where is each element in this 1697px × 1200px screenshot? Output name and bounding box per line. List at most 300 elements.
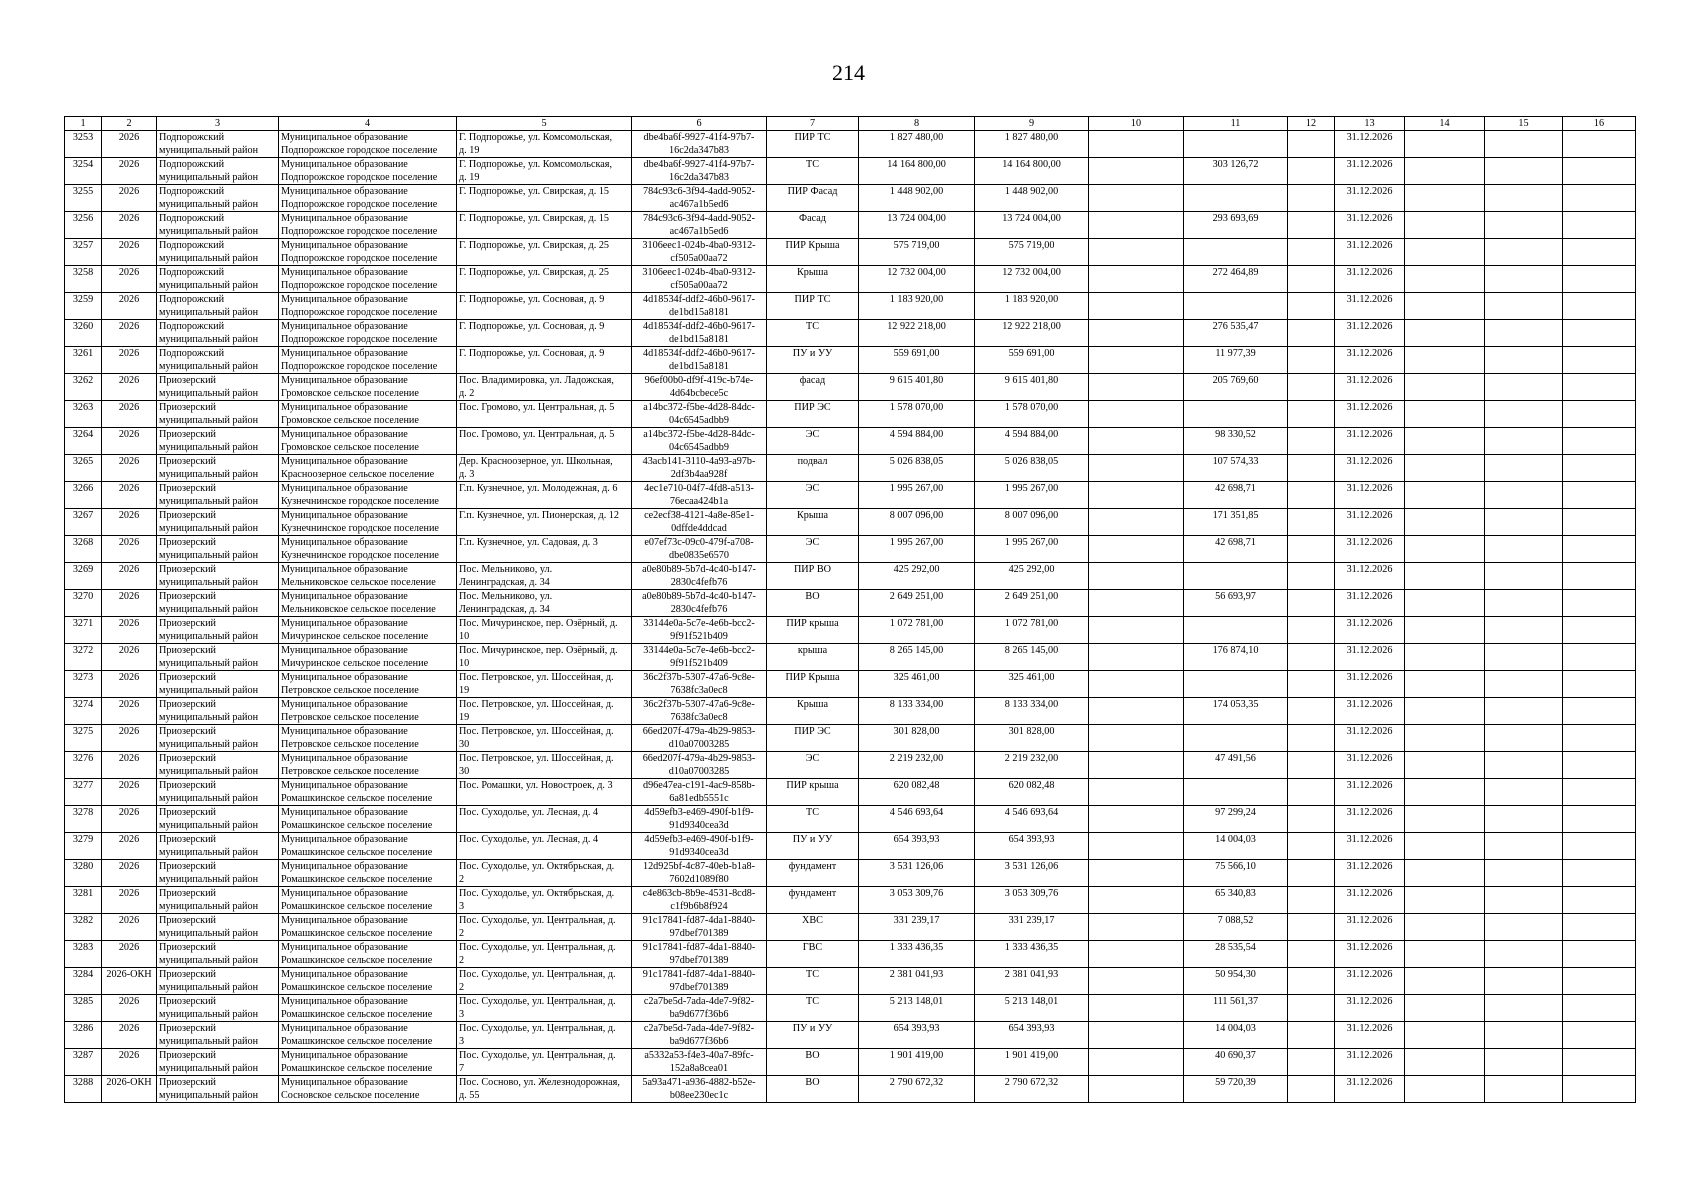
row-number-cell: 3257	[65, 239, 102, 266]
district-cell	[157, 158, 279, 185]
municipality-cell-line: Муниципальное образование	[281, 483, 408, 494]
address-cell-line: д. 3	[459, 469, 475, 480]
address-cell	[457, 995, 632, 1022]
deadline-cell: 31.12.2026	[1335, 131, 1405, 158]
district-cell-line: муниципальный район	[159, 523, 259, 534]
year-cell: 2026	[102, 860, 157, 887]
municipality-cell	[279, 833, 457, 860]
municipality-cell-line: Муниципальное образование	[281, 375, 408, 386]
table-row	[65, 752, 1636, 779]
table-row	[65, 725, 1636, 752]
address-cell	[457, 1049, 632, 1076]
house-guid-cell-line: ba9d677f36b6	[669, 1036, 729, 1047]
col10-cell	[1089, 860, 1184, 887]
col14-cell	[1405, 320, 1485, 347]
col15-cell	[1485, 536, 1563, 563]
table-row	[65, 887, 1636, 914]
col14-cell	[1405, 509, 1485, 536]
col10-cell	[1089, 968, 1184, 995]
col15-cell	[1485, 482, 1563, 509]
deadline-cell: 31.12.2026	[1335, 779, 1405, 806]
col11-cell: 50 954,30	[1184, 968, 1288, 995]
deadline-cell: 31.12.2026	[1335, 833, 1405, 860]
col10-cell	[1089, 995, 1184, 1022]
municipality-cell	[279, 1049, 457, 1076]
address-cell	[457, 590, 632, 617]
house-guid-cell	[632, 887, 767, 914]
cost-fund-cell: 1 901 419,00	[975, 1049, 1089, 1076]
address-cell-line: Пос. Петровское, ул. Шоссейная, д.	[459, 726, 614, 737]
municipality-cell	[279, 185, 457, 212]
address-cell-line: Пос. Суходолье, ул. Центральная, д.	[459, 969, 616, 980]
house-guid-cell-line: dbe0835e6570	[669, 550, 729, 561]
table-row	[65, 1049, 1636, 1076]
col15-cell	[1485, 320, 1563, 347]
district-cell-line: муниципальный район	[159, 226, 259, 237]
row-number-cell: 3270	[65, 590, 102, 617]
col16-cell	[1563, 401, 1636, 428]
col15-cell	[1485, 293, 1563, 320]
district-cell	[157, 266, 279, 293]
municipality-cell-line: Мичуринское сельское поселение	[281, 631, 429, 642]
house-guid-cell-line: 12d925bf-4c87-40eb-b1a8-	[642, 861, 756, 872]
house-guid-cell-line: c4e863cb-8b9e-4531-8cd8-	[642, 888, 756, 899]
col15-cell	[1485, 158, 1563, 185]
year-cell: 2026	[102, 185, 157, 212]
col12-cell	[1288, 293, 1335, 320]
year-cell: 2026	[102, 320, 157, 347]
col11-cell: 111 561,37	[1184, 995, 1288, 1022]
municipality-cell-line: Муниципальное образование	[281, 321, 408, 332]
col15-cell	[1485, 860, 1563, 887]
municipality-cell-line: Муниципальное образование	[281, 186, 408, 197]
year-cell: 2026	[102, 1049, 157, 1076]
col11-cell	[1184, 401, 1288, 428]
house-guid-cell-line: 91c17841-fd87-4da1-8840-	[642, 942, 756, 953]
col12-cell	[1288, 779, 1335, 806]
district-cell	[157, 401, 279, 428]
col11-cell: 59 720,39	[1184, 1076, 1288, 1103]
work-type-cell: ХВС	[767, 914, 859, 941]
col12-cell	[1288, 374, 1335, 401]
address-cell	[457, 887, 632, 914]
year-cell: 2026	[102, 455, 157, 482]
cost-fund-cell: 13 724 004,00	[975, 212, 1089, 239]
municipality-cell-line: Муниципальное образование	[281, 1050, 408, 1061]
table-row	[65, 914, 1636, 941]
col12-cell	[1288, 536, 1335, 563]
col16-cell	[1563, 212, 1636, 239]
year-cell: 2026	[102, 131, 157, 158]
municipality-cell	[279, 401, 457, 428]
year-cell: 2026	[102, 293, 157, 320]
house-guid-cell	[632, 590, 767, 617]
deadline-cell: 31.12.2026	[1335, 482, 1405, 509]
address-cell-line: Пос. Суходолье, ул. Октябрьская, д.	[459, 861, 615, 872]
address-cell	[457, 401, 632, 428]
address-cell	[457, 752, 632, 779]
col11-cell: 7 088,52	[1184, 914, 1288, 941]
col12-cell	[1288, 968, 1335, 995]
work-type-cell: ТС	[767, 995, 859, 1022]
house-guid-cell	[632, 509, 767, 536]
address-cell-line: Г. Подпорожье, ул. Комсомольская,	[459, 132, 613, 143]
municipality-cell	[279, 509, 457, 536]
municipality-cell	[279, 617, 457, 644]
house-guid-cell-line: 9f91f521b409	[670, 631, 728, 642]
address-cell	[457, 563, 632, 590]
col11-cell: 11 977,39	[1184, 347, 1288, 374]
cost-total-cell: 2 219 232,00	[859, 752, 975, 779]
column-header: 5	[457, 117, 632, 131]
district-cell	[157, 1049, 279, 1076]
work-type-cell: крыша	[767, 644, 859, 671]
table-row	[65, 401, 1636, 428]
table-row	[65, 455, 1636, 482]
district-cell	[157, 698, 279, 725]
col10-cell	[1089, 185, 1184, 212]
col10-cell	[1089, 1049, 1184, 1076]
deadline-cell: 31.12.2026	[1335, 185, 1405, 212]
work-type-cell: ТС	[767, 158, 859, 185]
cost-total-cell: 9 615 401,80	[859, 374, 975, 401]
district-cell-line: муниципальный район	[159, 550, 259, 561]
work-type-cell: ЭС	[767, 428, 859, 455]
address-cell	[457, 779, 632, 806]
district-cell-line: муниципальный район	[159, 766, 259, 777]
municipality-cell-line: Муниципальное образование	[281, 510, 408, 521]
municipality-cell	[279, 752, 457, 779]
municipality-cell-line: Муниципальное образование	[281, 780, 408, 791]
col15-cell	[1485, 725, 1563, 752]
work-type-cell: ПИР крыша	[767, 779, 859, 806]
district-cell-line: муниципальный район	[159, 577, 259, 588]
col10-cell	[1089, 644, 1184, 671]
col15-cell	[1485, 671, 1563, 698]
year-cell: 2026	[102, 698, 157, 725]
col14-cell	[1405, 590, 1485, 617]
municipality-cell-line: Муниципальное образование	[281, 915, 408, 926]
year-cell: 2026	[102, 482, 157, 509]
municipality-cell-line: Муниципальное образование	[281, 267, 408, 278]
address-cell	[457, 617, 632, 644]
address-cell-line: 19	[459, 712, 470, 723]
house-guid-cell-line: 33144e0a-5c7e-4e6b-bcc2-	[643, 645, 755, 656]
house-guid-cell	[632, 671, 767, 698]
col15-cell	[1485, 185, 1563, 212]
col12-cell	[1288, 455, 1335, 482]
municipality-cell-line: Муниципальное образование	[281, 969, 408, 980]
district-cell-line: Приозерский	[159, 888, 217, 899]
municipality-cell-line: Муниципальное образование	[281, 645, 408, 656]
municipality-cell-line: Подпорожское городское поселение	[281, 361, 438, 372]
municipality-cell	[279, 941, 457, 968]
col15-cell	[1485, 1049, 1563, 1076]
year-cell: 2026	[102, 752, 157, 779]
house-guid-cell	[632, 212, 767, 239]
work-type-cell: ПИР крыша	[767, 617, 859, 644]
row-number-cell: 3281	[65, 887, 102, 914]
municipality-cell-line: Красноозерное сельское поселение	[281, 469, 435, 480]
col16-cell	[1563, 671, 1636, 698]
col12-cell	[1288, 1022, 1335, 1049]
col12-cell	[1288, 806, 1335, 833]
deadline-cell: 31.12.2026	[1335, 698, 1405, 725]
municipality-cell-line: Ромашкинское сельское поселение	[281, 955, 433, 966]
column-header: 8	[859, 117, 975, 131]
col14-cell	[1405, 374, 1485, 401]
district-cell-line: муниципальный район	[159, 496, 259, 507]
address-cell-line: 3	[459, 1009, 465, 1020]
address-cell	[457, 671, 632, 698]
house-guid-cell	[632, 239, 767, 266]
municipality-cell	[279, 590, 457, 617]
row-number-cell: 3254	[65, 158, 102, 185]
row-number-cell: 3279	[65, 833, 102, 860]
municipality-cell-line: Муниципальное образование	[281, 699, 408, 710]
row-number-cell: 3261	[65, 347, 102, 374]
district-cell-line: муниципальный район	[159, 928, 259, 939]
district-cell	[157, 860, 279, 887]
work-type-cell: Крыша	[767, 266, 859, 293]
district-cell-line: Приозерский	[159, 618, 217, 629]
col11-cell: 107 574,33	[1184, 455, 1288, 482]
cost-total-cell: 654 393,93	[859, 833, 975, 860]
col14-cell	[1405, 185, 1485, 212]
col15-cell	[1485, 401, 1563, 428]
column-header: 4	[279, 117, 457, 131]
cost-fund-cell: 1 072 781,00	[975, 617, 1089, 644]
municipality-cell	[279, 860, 457, 887]
row-number-cell: 3266	[65, 482, 102, 509]
district-cell	[157, 941, 279, 968]
year-cell: 2026	[102, 401, 157, 428]
row-number-cell: 3277	[65, 779, 102, 806]
district-cell	[157, 563, 279, 590]
cost-total-cell: 325 461,00	[859, 671, 975, 698]
address-cell-line: Г.п. Кузнечное, ул. Садовая, д. 3	[459, 537, 598, 548]
cost-total-cell: 5 213 148,01	[859, 995, 975, 1022]
deadline-cell: 31.12.2026	[1335, 1049, 1405, 1076]
table-row	[65, 671, 1636, 698]
cost-total-cell: 8 133 334,00	[859, 698, 975, 725]
col10-cell	[1089, 563, 1184, 590]
col12-cell	[1288, 266, 1335, 293]
col12-cell	[1288, 482, 1335, 509]
municipality-cell-line: Муниципальное образование	[281, 159, 408, 170]
address-cell-line: Пос. Суходолье, ул. Центральная, д.	[459, 915, 616, 926]
deadline-cell: 31.12.2026	[1335, 374, 1405, 401]
address-cell	[457, 482, 632, 509]
col14-cell	[1405, 131, 1485, 158]
col16-cell	[1563, 941, 1636, 968]
work-type-cell: ПИР ВО	[767, 563, 859, 590]
house-guid-cell	[632, 725, 767, 752]
municipality-cell-line: Подпорожское городское поселение	[281, 334, 438, 345]
col10-cell	[1089, 455, 1184, 482]
municipality-cell	[279, 644, 457, 671]
house-guid-cell-line: 2830c4fefb76	[670, 604, 728, 615]
year-cell: 2026	[102, 158, 157, 185]
district-cell-line: Подпорожский	[159, 132, 225, 143]
year-cell: 2026	[102, 536, 157, 563]
address-cell-line: Дер. Красноозерное, ул. Школьная,	[459, 456, 613, 467]
house-guid-cell-line: 97dbef701389	[669, 982, 729, 993]
address-cell	[457, 941, 632, 968]
deadline-cell: 31.12.2026	[1335, 860, 1405, 887]
address-cell-line: Ленинградская, д. 34	[459, 604, 550, 615]
address-cell	[457, 374, 632, 401]
col16-cell	[1563, 158, 1636, 185]
house-guid-cell-line: 4d18534f-ddf2-46b0-9617-	[642, 348, 756, 359]
house-guid-cell	[632, 914, 767, 941]
work-type-cell: подвал	[767, 455, 859, 482]
column-header: 6	[632, 117, 767, 131]
col16-cell	[1563, 563, 1636, 590]
house-guid-cell	[632, 320, 767, 347]
column-header: 12	[1288, 117, 1335, 131]
house-guid-cell	[632, 374, 767, 401]
address-cell-line: Г. Подпорожье, ул. Свирская, д. 25	[459, 240, 610, 251]
work-type-cell: ТС	[767, 320, 859, 347]
cost-fund-cell: 559 691,00	[975, 347, 1089, 374]
row-number-cell: 3283	[65, 941, 102, 968]
year-cell: 2026	[102, 239, 157, 266]
municipality-cell	[279, 563, 457, 590]
deadline-cell: 31.12.2026	[1335, 914, 1405, 941]
work-type-cell: ВО	[767, 1049, 859, 1076]
col11-cell: 56 693,97	[1184, 590, 1288, 617]
house-guid-cell-line: dbe4ba6f-9927-41f4-97b7-	[643, 159, 755, 170]
col12-cell	[1288, 212, 1335, 239]
col14-cell	[1405, 293, 1485, 320]
col15-cell	[1485, 509, 1563, 536]
municipality-cell-line: Муниципальное образование	[281, 591, 408, 602]
col16-cell	[1563, 374, 1636, 401]
table-row	[65, 347, 1636, 374]
row-number-cell: 3269	[65, 563, 102, 590]
row-number-cell: 3253	[65, 131, 102, 158]
address-cell	[457, 158, 632, 185]
col11-cell	[1184, 725, 1288, 752]
address-cell	[457, 644, 632, 671]
header-row	[65, 117, 1636, 131]
district-cell	[157, 374, 279, 401]
district-cell-line: муниципальный район	[159, 739, 259, 750]
deadline-cell: 31.12.2026	[1335, 617, 1405, 644]
col11-cell: 42 698,71	[1184, 536, 1288, 563]
table-row	[65, 698, 1636, 725]
municipality-cell	[279, 914, 457, 941]
cost-fund-cell: 2 649 251,00	[975, 590, 1089, 617]
col14-cell	[1405, 698, 1485, 725]
col14-cell	[1405, 428, 1485, 455]
house-guid-cell-line: 4d59efb3-e469-490f-b1f9-	[644, 807, 754, 818]
address-cell-line: Пос. Суходолье, ул. Центральная, д.	[459, 1023, 616, 1034]
district-cell-line: Подпорожский	[159, 294, 225, 305]
district-cell-line: Приозерский	[159, 780, 217, 791]
cost-total-cell: 1 901 419,00	[859, 1049, 975, 1076]
district-cell-line: Приозерский	[159, 510, 217, 521]
district-cell-line: муниципальный район	[159, 847, 259, 858]
address-cell-line: 2	[459, 955, 465, 966]
col14-cell	[1405, 401, 1485, 428]
col15-cell	[1485, 644, 1563, 671]
row-number-cell: 3273	[65, 671, 102, 698]
house-guid-cell-line: 152a8a8cea01	[669, 1063, 729, 1074]
deadline-cell: 31.12.2026	[1335, 401, 1405, 428]
work-type-cell: ПИР ТС	[767, 131, 859, 158]
row-number-cell: 3274	[65, 698, 102, 725]
col12-cell	[1288, 428, 1335, 455]
district-cell-line: Приозерский	[159, 591, 217, 602]
deadline-cell: 31.12.2026	[1335, 1022, 1405, 1049]
table-row	[65, 185, 1636, 212]
district-cell-line: муниципальный район	[159, 388, 259, 399]
address-cell	[457, 428, 632, 455]
table-row	[65, 833, 1636, 860]
district-cell-line: Приозерский	[159, 429, 217, 440]
col16-cell	[1563, 1022, 1636, 1049]
municipality-cell	[279, 131, 457, 158]
col15-cell	[1485, 779, 1563, 806]
district-cell-line: Подпорожский	[159, 240, 225, 251]
cost-total-cell: 654 393,93	[859, 1022, 975, 1049]
municipality-cell-line: Мичуринское сельское поселение	[281, 658, 429, 669]
table-row	[65, 590, 1636, 617]
col12-cell	[1288, 860, 1335, 887]
address-cell-line: Пос. Суходолье, ул. Октябрьская, д.	[459, 888, 615, 899]
table-row	[65, 617, 1636, 644]
col12-cell	[1288, 833, 1335, 860]
municipality-cell-line: Муниципальное образование	[281, 996, 408, 1007]
house-guid-cell-line: b08ee230ec1c	[669, 1090, 729, 1101]
deadline-cell: 31.12.2026	[1335, 239, 1405, 266]
col11-cell	[1184, 671, 1288, 698]
col12-cell	[1288, 563, 1335, 590]
col11-cell: 303 126,72	[1184, 158, 1288, 185]
house-guid-cell-line: a14bc372-f5be-4d28-84dc-	[643, 402, 755, 413]
col10-cell	[1089, 401, 1184, 428]
year-cell: 2026	[102, 671, 157, 698]
col16-cell	[1563, 914, 1636, 941]
cost-total-cell: 2 649 251,00	[859, 590, 975, 617]
district-cell-line: муниципальный район	[159, 172, 259, 183]
deadline-cell: 31.12.2026	[1335, 644, 1405, 671]
col15-cell	[1485, 455, 1563, 482]
col14-cell	[1405, 752, 1485, 779]
municipality-cell-line: Подпорожское городское поселение	[281, 253, 438, 264]
col15-cell	[1485, 617, 1563, 644]
district-cell-line: Приозерский	[159, 645, 217, 656]
col12-cell	[1288, 320, 1335, 347]
district-cell-line: муниципальный район	[159, 901, 259, 912]
year-cell: 2026	[102, 914, 157, 941]
house-guid-cell	[632, 158, 767, 185]
municipality-cell-line: Сосновское сельское поселение	[281, 1090, 420, 1101]
municipality-cell	[279, 806, 457, 833]
table-row	[65, 509, 1636, 536]
district-cell-line: муниципальный район	[159, 820, 259, 831]
table-row	[65, 374, 1636, 401]
cost-total-cell: 1 578 070,00	[859, 401, 975, 428]
row-number-cell: 3282	[65, 914, 102, 941]
cost-total-cell: 301 828,00	[859, 725, 975, 752]
district-cell-line: муниципальный район	[159, 982, 259, 993]
row-number-cell: 3286	[65, 1022, 102, 1049]
deadline-cell: 31.12.2026	[1335, 941, 1405, 968]
municipality-cell-line: Петровское сельское поселение	[281, 739, 419, 750]
